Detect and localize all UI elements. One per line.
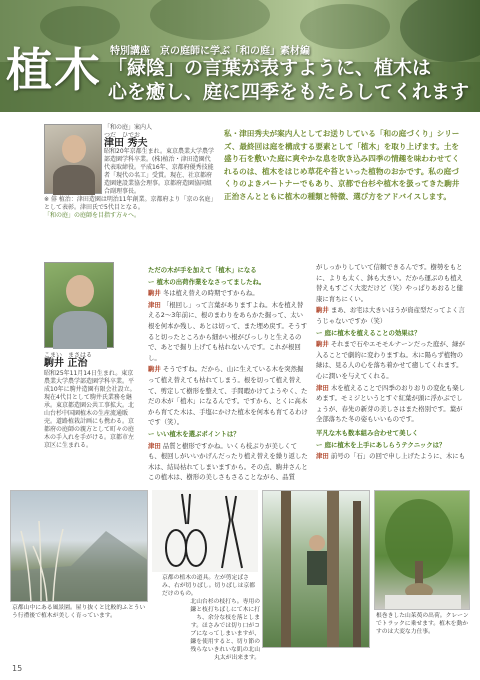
grass-photo-caption: 京都山中にある風景園。屋り抜くと比較的ふとういう行禮後で植木が美しく育っています。 (12, 605, 146, 619)
komai-portrait (44, 262, 114, 348)
tree-worker-photo (262, 490, 370, 648)
crane-photo-caption: 根巻きした山茱萸の出荷。クレーンでトラックに乗せます。植木を動かすのは大変な力仕事。 (376, 613, 469, 635)
interview-column-1: ただの木が手を加えて「植木」になる ー 植木の出荷作業をなさってましたね。 駒井 冬は植え替えの時期ですからね。 津田 「根回し」って言葉がありますよね。木を植え替える2〜3年前に、根のまわりをあらかた掘って、太い根を何本か残し、あとは切って、また埋め戻す。そうすると切ったところから細かい根がびっしりと生えるので、あとで掘り上げても枯れないんです。これが根回し。 駒井 そうですね。だから、山に生えている木を突然掘って植え替えても枯れてしまう。根を切って植え替えて、剪定して樹形を整えて、手間暇かけてようやく、ただの木が「植木」になるんです。ですから、とくに高木から育てた木は、手塩にかけた植木を何本も育てるわけです（笑）。 ー いい植木を選ぶポイントは？ 津田 品質と樹形ですかね。いくら枝ぶりが美しくても、根回しがいいかげんだったり植え替えを繰り返した木は、結局枯れてしまいますから。その点、駒井さんとこの植木は、樹形の美しさもさることながら、品質 (148, 266, 308, 482)
crane-photo (374, 490, 470, 610)
guide-portrait (44, 124, 102, 194)
tools-photo (152, 490, 258, 572)
page-number: 15 (12, 664, 23, 673)
komai-profile: こまい まさはる 駒井 正治 昭和25年11月14日生まれ。東京農業大学農学部造園学科卒業。平成10年に駒井造園有限会社設立。現在4代目として駒井氏業務を継承。東京都造園公共工事拡大。北山台杉中国園植木の生産流通販売。道路植栽計画にも携わる。京都府の庭師の親方として町々の庭木の手入れを手がける。京都市左京区に生まれる。 (44, 352, 136, 449)
title-banner (0, 0, 480, 112)
grass-mountain-photo (10, 490, 148, 602)
section-heading: ただの木が手を加えて「植木」になる (148, 266, 257, 274)
interview-column-2: がしっかりしていて信頼できるんです。樹勢をもとに、よりも太く、鉢も大きい。だから運ぶのも植え替えもすごく大変だけど（笑）やっぱりあおると健康に育ちにくい。 駒井 まあ、お宅は大きいほうが資産型だってよく言うじゃないですか（笑） ー 庭に植木を植えることの効果は？ 駒井 それまで石やエモモルナーンだった庭が、緑が入ることで劇的に変わりますね。木に陽らず植物の緑は、見る人の心を落ち着かせて癒してくれます。心に潤いを与えてくれる。 津田 木を植えることで四季のおりおりの変化も楽しめます。モミジというとすぐ紅葉が頭に浮かぶでしょうが、春先の新芽の美しさはまた格別です。葉が全部落ちた冬の姿もいいものです。 平凡な木も数本組み合わせて美しく ー 庭に植木を上手にあしらうテクニックは？ 津田 前号の「石」の回で申し上げたように、木にも (316, 263, 466, 461)
komai-name: 駒井 正治 (44, 358, 88, 369)
guide-profile: 「和の庭」案内人 つだ ひでお 津田 秀夫 昭和20年京都生まれ。東京農業大学農学部造園学科卒業。(株)植治・津田造園代代表取締役。平成16年、京都府優秀技能者「現代の名工」受賞。現在、社京都府造園建設業協会理事。京都府造園協同組合副理事長。 (104, 124, 214, 195)
section-heading: 平凡な木も数本組み合わせて美しく (316, 428, 419, 437)
tree-worker-caption: 北山台杉の枝打ち。専用の鎌と枝打ちばしにて木に打ち、余分な枝を落とします。ほさみでは切り口がコブになってしまいますが、鎌を使用すると、切り節の残らないきれいな肌の北山丸太が出来ます。 (190, 599, 260, 661)
headline: 「緑陰」の言葉が表すように、植木は 心を癒し、庭に四季をもたらしてくれます (108, 57, 470, 103)
intro-text: 私・津田秀夫が案内人としてお送りしている「和の庭づくり」シリーズ、最終回は庭を構成する要素として「植木」を取り上げます。土を盛り石を敷いた庭に爽やかな息を吹き込み四季の情趣を味わわせてくれるのは、植木をはじめ草花や苔といった植物のおかです。私の庭づくりのよきパートナーでもあり、京都で台杉や植木を扱ってきた駒井正治さんとともに植木の種類と特徴、選び方をアドバイスします。 (224, 129, 460, 201)
tools-photo-caption: 京都の植木の道具。左が剪定ばさみ、右が切りばし。切りばしは京都だけのもの。 (162, 575, 256, 597)
guide-name: 津田 秀夫 (104, 138, 148, 149)
series-label: 特別講座 京の庭師に学ぶ「和の庭」素材編 (110, 46, 310, 57)
guide-note: 「和の庭」の庭師を目指す方々へ。 (44, 212, 141, 219)
guide-extra: ※ 俳 植治：津田造園は明治11年創業。京都府より「京の名庭」として表彰。津田氏で5代目となる。 (44, 196, 214, 211)
page-title: 植木 (6, 43, 102, 97)
